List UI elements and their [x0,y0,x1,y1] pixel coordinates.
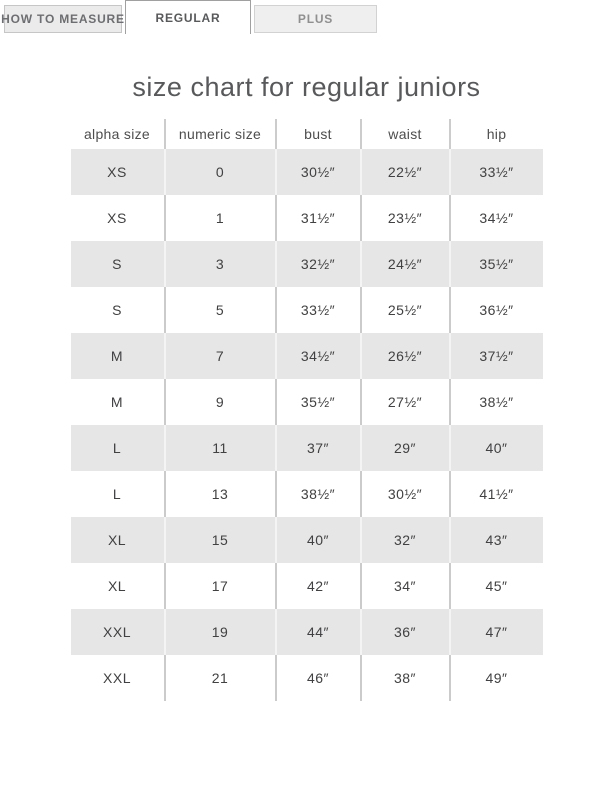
table-cell: XXL [71,609,165,655]
table-cell: 40″ [450,425,543,471]
table-cell: 15 [165,517,276,563]
tab-regular[interactable]: REGULAR [125,0,251,34]
size-table [71,119,543,701]
table-cell: 44″ [276,609,361,655]
table-cell: M [71,379,165,425]
column-header: alpha size [71,119,165,149]
table-cell: 0 [165,149,276,195]
size-chart-tabbar [0,0,613,34]
table-row [71,517,543,563]
table-cell: 33½″ [276,287,361,333]
table-cell: 25½″ [361,287,450,333]
table-cell: 35½″ [276,379,361,425]
table-row [71,425,543,471]
table-cell: 23½″ [361,195,450,241]
table-cell: 49″ [450,655,543,701]
table-cell: 47″ [450,609,543,655]
table-cell: 5 [165,287,276,333]
table-cell: XL [71,517,165,563]
table-cell: 34½″ [276,333,361,379]
table-cell: 1 [165,195,276,241]
table-cell: 3 [165,241,276,287]
table-cell: 42″ [276,563,361,609]
table-row [71,241,543,287]
table-cell: 21 [165,655,276,701]
table-cell: S [71,287,165,333]
tab-plus[interactable]: PLUS [254,5,377,33]
table-cell: 24½″ [361,241,450,287]
table-cell: 37½″ [450,333,543,379]
table-cell: S [71,241,165,287]
column-header: hip [450,119,543,149]
table-row [71,195,543,241]
table-cell: 32½″ [276,241,361,287]
column-header: bust [276,119,361,149]
column-header: waist [361,119,450,149]
page-title: size chart for regular juniors [132,72,481,102]
table-row [71,333,543,379]
table-cell: 33½″ [450,149,543,195]
table-cell: XS [71,195,165,241]
table-cell: 30½″ [276,149,361,195]
table-cell: L [71,425,165,471]
table-cell: 36″ [361,609,450,655]
table-cell: 36½″ [450,287,543,333]
tab-how-to-measure[interactable]: HOW TO MEASURE [4,5,122,33]
table-cell: 38½″ [450,379,543,425]
table-cell: 46″ [276,655,361,701]
table-cell: 11 [165,425,276,471]
table-cell: 35½″ [450,241,543,287]
table-cell: XS [71,149,165,195]
table-cell: 9 [165,379,276,425]
table-cell: 30½″ [361,471,450,517]
table-cell: 37″ [276,425,361,471]
table-cell: 29″ [361,425,450,471]
table-cell: XL [71,563,165,609]
table-row [71,609,543,655]
table-cell: 22½″ [361,149,450,195]
table-cell: 43″ [450,517,543,563]
table-row [71,655,543,701]
size-table-body [71,149,543,701]
table-cell: 34″ [361,563,450,609]
table-cell: M [71,333,165,379]
table-cell: 41½″ [450,471,543,517]
table-cell: 7 [165,333,276,379]
table-cell: 34½″ [450,195,543,241]
table-row [71,149,543,195]
table-cell: L [71,471,165,517]
column-header: numeric size [165,119,276,149]
table-cell: XXL [71,655,165,701]
table-header-row [71,119,543,149]
table-cell: 38″ [361,655,450,701]
table-row [71,471,543,517]
table-cell: 31½″ [276,195,361,241]
table-cell: 40″ [276,517,361,563]
table-row [71,287,543,333]
table-row [71,563,543,609]
table-cell: 19 [165,609,276,655]
table-cell: 38½″ [276,471,361,517]
table-cell: 32″ [361,517,450,563]
table-cell: 17 [165,563,276,609]
table-cell: 45″ [450,563,543,609]
table-cell: 27½″ [361,379,450,425]
table-row [71,379,543,425]
table-cell: 13 [165,471,276,517]
table-cell: 26½″ [361,333,450,379]
